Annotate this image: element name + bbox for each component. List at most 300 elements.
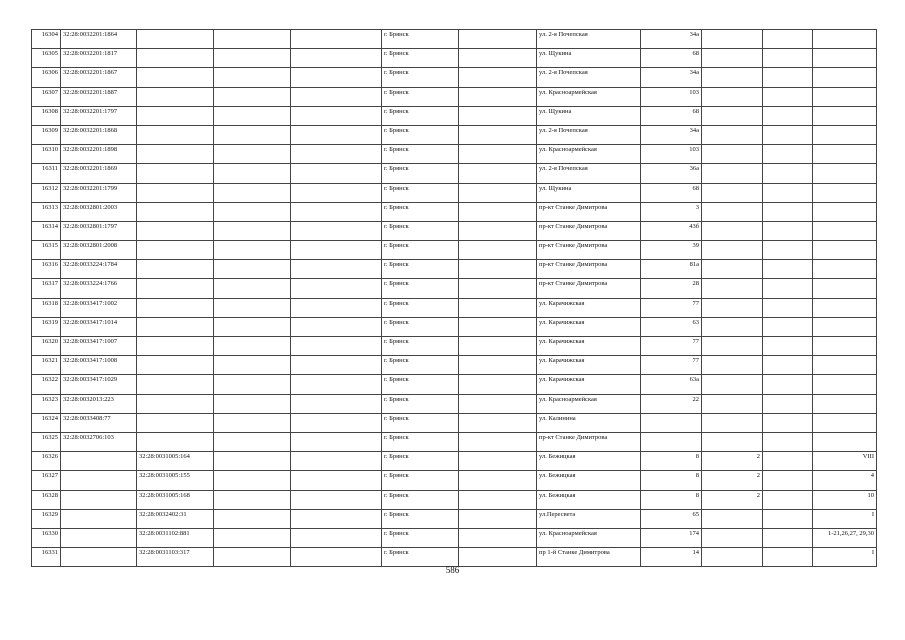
table-row: [32, 125, 877, 144]
cell-city: г. Брянск: [382, 509, 459, 528]
cell-building: [702, 202, 763, 221]
cell-col-7: [459, 356, 537, 375]
table-row: [32, 394, 877, 413]
cell-cadastral-number: 32:28:0033417:1007: [61, 337, 137, 356]
cell-city: г. Брянск: [382, 528, 459, 547]
cell-building: 2: [702, 471, 763, 490]
table-row: [32, 509, 877, 528]
cell-row-number: 16311: [32, 164, 61, 183]
cell-building: [702, 279, 763, 298]
cell-city: г. Брянск: [382, 548, 459, 567]
cell-col-11: [763, 490, 813, 509]
cell-row-number: 16307: [32, 87, 61, 106]
cell-house-number: 68: [641, 49, 702, 68]
cell-building: [702, 337, 763, 356]
cell-cadastral-number: [61, 548, 137, 567]
cell-col-7: [459, 509, 537, 528]
cell-row-number: 16322: [32, 375, 61, 394]
cell-city: г. Брянск: [382, 87, 459, 106]
cell-building: [702, 164, 763, 183]
table-row: [32, 68, 877, 87]
cell-city: г. Брянск: [382, 202, 459, 221]
table-row: [32, 87, 877, 106]
cell-col-5: [291, 490, 382, 509]
cell-col-4: [214, 30, 291, 49]
cell-col-5: [291, 125, 382, 144]
cell-col-4: [214, 49, 291, 68]
cell-city: г. Брянск: [382, 164, 459, 183]
table-row: [32, 260, 877, 279]
cell-apartment: [813, 49, 877, 68]
cell-col-4: [214, 221, 291, 240]
cell-col-11: [763, 356, 813, 375]
cell-row-number: 16318: [32, 298, 61, 317]
cell-cadastral-number-2: [137, 87, 214, 106]
cell-col-7: [459, 87, 537, 106]
cell-col-5: [291, 528, 382, 547]
cell-col-11: [763, 49, 813, 68]
cell-cadastral-number-2: [137, 337, 214, 356]
table-row: [32, 49, 877, 68]
cell-city: г. Брянск: [382, 125, 459, 144]
cell-street: ул. Красноармейская: [537, 394, 641, 413]
cell-row-number: 16326: [32, 452, 61, 471]
cell-col-4: [214, 164, 291, 183]
cell-building: [702, 183, 763, 202]
cell-row-number: 16316: [32, 260, 61, 279]
cell-building: [702, 241, 763, 260]
cell-col-5: [291, 183, 382, 202]
cell-cadastral-number-2: [137, 183, 214, 202]
cell-apartment: [813, 87, 877, 106]
cell-col-7: [459, 317, 537, 336]
cell-apartment: [813, 298, 877, 317]
cell-col-4: [214, 183, 291, 202]
table-row: [32, 145, 877, 164]
cell-col-7: [459, 490, 537, 509]
table-row: [32, 30, 877, 49]
cell-col-4: [214, 298, 291, 317]
cell-building: 2: [702, 490, 763, 509]
cell-cadastral-number: 32:28:0032201:1868: [61, 125, 137, 144]
cell-house-number: 34а: [641, 68, 702, 87]
cell-city: г. Брянск: [382, 356, 459, 375]
cell-building: [702, 413, 763, 432]
cell-cadastral-number-2: [137, 279, 214, 298]
cell-street: ул. Красноармейская: [537, 87, 641, 106]
cell-col-7: [459, 298, 537, 317]
cell-street: ул. Щукина: [537, 183, 641, 202]
cell-street: ул. Калинина: [537, 413, 641, 432]
cell-cadastral-number: 32:28:0032013:223: [61, 394, 137, 413]
cell-city: г. Брянск: [382, 317, 459, 336]
cell-col-4: [214, 145, 291, 164]
cell-col-7: [459, 394, 537, 413]
cell-house-number: 103: [641, 87, 702, 106]
cell-street: ул. Карачижская: [537, 317, 641, 336]
cell-cadastral-number: 32:28:0033408:77: [61, 413, 137, 432]
cell-cadastral-number-2: [137, 260, 214, 279]
cell-row-number: 16320: [32, 337, 61, 356]
cell-col-4: [214, 394, 291, 413]
cell-street: пр-кт Станке Димитрова: [537, 241, 641, 260]
cell-building: [702, 356, 763, 375]
cell-house-number: 43б: [641, 221, 702, 240]
cell-col-4: [214, 317, 291, 336]
cell-col-11: [763, 298, 813, 317]
cell-col-7: [459, 452, 537, 471]
cell-col-11: [763, 164, 813, 183]
cell-apartment: [813, 106, 877, 125]
cell-col-4: [214, 509, 291, 528]
cell-city: г. Брянск: [382, 471, 459, 490]
table-row: [32, 528, 877, 547]
table-row: [32, 183, 877, 202]
cell-cadastral-number-2: [137, 432, 214, 451]
cell-city: г. Брянск: [382, 452, 459, 471]
cell-col-7: [459, 164, 537, 183]
cell-col-5: [291, 145, 382, 164]
cell-col-7: [459, 68, 537, 87]
cell-col-7: [459, 125, 537, 144]
cell-cadastral-number: 32:28:0032201:1869: [61, 164, 137, 183]
cell-city: г. Брянск: [382, 30, 459, 49]
cell-house-number: 39: [641, 241, 702, 260]
cell-building: [702, 394, 763, 413]
cell-col-11: [763, 452, 813, 471]
cell-city: г. Брянск: [382, 49, 459, 68]
cell-col-5: [291, 241, 382, 260]
cell-apartment: [813, 337, 877, 356]
cell-building: [702, 509, 763, 528]
cell-cadastral-number-2: [137, 202, 214, 221]
cell-street: ул. 2-я Почепская: [537, 30, 641, 49]
cell-col-4: [214, 413, 291, 432]
cell-col-4: [214, 87, 291, 106]
cell-building: [702, 125, 763, 144]
cell-apartment: [813, 68, 877, 87]
cell-street: пр-кт Станке Димитрова: [537, 260, 641, 279]
cell-cadastral-number: [61, 471, 137, 490]
table-row: [32, 241, 877, 260]
table-row: [32, 279, 877, 298]
cell-col-5: [291, 87, 382, 106]
cell-apartment: [813, 221, 877, 240]
cell-apartment: [813, 241, 877, 260]
cell-col-7: [459, 337, 537, 356]
cell-col-11: [763, 87, 813, 106]
cell-col-7: [459, 375, 537, 394]
cell-street: ул. Бежицкая: [537, 490, 641, 509]
cell-row-number: 16327: [32, 471, 61, 490]
cell-col-7: [459, 260, 537, 279]
cell-apartment: [813, 202, 877, 221]
cell-apartment: 4: [813, 471, 877, 490]
cell-col-4: [214, 356, 291, 375]
cell-cadastral-number-2: [137, 49, 214, 68]
cell-col-11: [763, 241, 813, 260]
cell-house-number: 77: [641, 298, 702, 317]
cell-cadastral-number: 32:28:0032801:1797: [61, 221, 137, 240]
cell-city: г. Брянск: [382, 106, 459, 125]
cell-col-11: [763, 337, 813, 356]
cell-col-7: [459, 528, 537, 547]
cell-col-11: [763, 279, 813, 298]
cell-street: ул. Карачижская: [537, 337, 641, 356]
cell-cadastral-number-2: 32:28:0031102:881: [137, 528, 214, 547]
cell-street: ул. Щукина: [537, 106, 641, 125]
cell-street: ул. 2-я Почепская: [537, 68, 641, 87]
cell-cadastral-number-2: [137, 241, 214, 260]
cell-building: [702, 375, 763, 394]
cell-row-number: 16323: [32, 394, 61, 413]
cell-city: г. Брянск: [382, 394, 459, 413]
cell-street: пр-кт Станке Димитрова: [537, 221, 641, 240]
cell-building: [702, 106, 763, 125]
cell-city: г. Брянск: [382, 260, 459, 279]
cell-cadastral-number: 32:28:0032201:1799: [61, 183, 137, 202]
cell-col-5: [291, 106, 382, 125]
cell-street: ул. Щукина: [537, 49, 641, 68]
cell-apartment: [813, 125, 877, 144]
cell-apartment: [813, 432, 877, 451]
cell-cadastral-number-2: [137, 145, 214, 164]
cell-col-5: [291, 337, 382, 356]
cell-house-number: 8: [641, 490, 702, 509]
cell-row-number: 16317: [32, 279, 61, 298]
cell-apartment: [813, 260, 877, 279]
cell-cadastral-number-2: 32:28:0031005:164: [137, 452, 214, 471]
cell-apartment: [813, 145, 877, 164]
cell-col-5: [291, 413, 382, 432]
cell-col-5: [291, 317, 382, 336]
cell-cadastral-number-2: 32:28:0031005:168: [137, 490, 214, 509]
cell-building: [702, 68, 763, 87]
cell-house-number: 103: [641, 145, 702, 164]
cell-cadastral-number: [61, 452, 137, 471]
cell-col-4: [214, 279, 291, 298]
cell-col-5: [291, 394, 382, 413]
cell-house-number: 34а: [641, 125, 702, 144]
cell-cadastral-number-2: [137, 125, 214, 144]
cell-col-5: [291, 202, 382, 221]
cell-street: ул. Красноармейская: [537, 528, 641, 547]
cell-house-number: 174: [641, 528, 702, 547]
cell-house-number: 3: [641, 202, 702, 221]
cell-col-5: [291, 30, 382, 49]
cell-row-number: 16329: [32, 509, 61, 528]
cell-col-4: [214, 452, 291, 471]
cell-house-number: 36а: [641, 164, 702, 183]
cell-city: г. Брянск: [382, 337, 459, 356]
table-row: [32, 413, 877, 432]
cell-city: г. Брянск: [382, 432, 459, 451]
cell-apartment: I: [813, 509, 877, 528]
cell-col-4: [214, 106, 291, 125]
cell-col-5: [291, 548, 382, 567]
cell-col-5: [291, 221, 382, 240]
table-row: [32, 471, 877, 490]
cell-col-4: [214, 432, 291, 451]
table-row: [32, 298, 877, 317]
cell-house-number: 68: [641, 183, 702, 202]
cell-building: [702, 317, 763, 336]
cell-cadastral-number: 32:28:0033417:1008: [61, 356, 137, 375]
cell-col-7: [459, 432, 537, 451]
cell-apartment: [813, 356, 877, 375]
cell-street: пр 1-й Станке Димитрова: [537, 548, 641, 567]
cell-house-number: 81а: [641, 260, 702, 279]
cell-row-number: 16312: [32, 183, 61, 202]
cell-col-7: [459, 548, 537, 567]
cell-cadastral-number-2: [137, 298, 214, 317]
cell-col-4: [214, 260, 291, 279]
cell-city: г. Брянск: [382, 413, 459, 432]
table-row: [32, 164, 877, 183]
page-number: 586: [445, 565, 460, 575]
cell-col-5: [291, 260, 382, 279]
cell-col-7: [459, 30, 537, 49]
cell-col-7: [459, 413, 537, 432]
cell-building: [702, 145, 763, 164]
cell-col-7: [459, 183, 537, 202]
cell-row-number: 16319: [32, 317, 61, 336]
cell-row-number: 16314: [32, 221, 61, 240]
cell-col-4: [214, 490, 291, 509]
table-row: [32, 432, 877, 451]
cell-col-11: [763, 413, 813, 432]
table-row: [32, 221, 877, 240]
cell-col-4: [214, 528, 291, 547]
cell-cadastral-number-2: [137, 68, 214, 87]
cell-cadastral-number: 32:28:0032706:103: [61, 432, 137, 451]
cell-row-number: 16315: [32, 241, 61, 260]
cell-col-7: [459, 221, 537, 240]
cell-col-11: [763, 260, 813, 279]
cell-building: [702, 548, 763, 567]
cell-col-5: [291, 509, 382, 528]
cell-col-5: [291, 471, 382, 490]
cell-street: ул. Карачижская: [537, 356, 641, 375]
cell-cadastral-number: 32:28:0032201:1887: [61, 87, 137, 106]
table-row: [32, 202, 877, 221]
cell-row-number: 16330: [32, 528, 61, 547]
cell-building: [702, 432, 763, 451]
table-row: [32, 490, 877, 509]
cell-city: г. Брянск: [382, 68, 459, 87]
cell-house-number: 77: [641, 337, 702, 356]
cell-cadastral-number: [61, 528, 137, 547]
cell-col-5: [291, 279, 382, 298]
cell-city: г. Брянск: [382, 145, 459, 164]
table-row: [32, 375, 877, 394]
cell-cadastral-number-2: [137, 394, 214, 413]
cell-apartment: [813, 183, 877, 202]
cell-cadastral-number-2: [137, 356, 214, 375]
cell-city: г. Брянск: [382, 375, 459, 394]
cell-col-11: [763, 548, 813, 567]
registry-table: [31, 29, 877, 567]
cell-cadastral-number-2: 32:28:0031005:155: [137, 471, 214, 490]
cell-cadastral-number: 32:28:0033417:1002: [61, 298, 137, 317]
cell-cadastral-number: 32:28:0033224:1784: [61, 260, 137, 279]
cell-cadastral-number: 32:28:0032201:1797: [61, 106, 137, 125]
cell-col-11: [763, 68, 813, 87]
cell-cadastral-number: [61, 490, 137, 509]
cell-apartment: VIII: [813, 452, 877, 471]
cell-building: [702, 528, 763, 547]
cell-city: г. Брянск: [382, 490, 459, 509]
cell-house-number: 65: [641, 509, 702, 528]
cell-house-number: 8: [641, 452, 702, 471]
cell-cadastral-number: 32:28:0032201:1864: [61, 30, 137, 49]
cell-house-number: 14: [641, 548, 702, 567]
cell-col-4: [214, 68, 291, 87]
cell-cadastral-number: 32:28:0033417:1029: [61, 375, 137, 394]
cell-house-number: 22: [641, 394, 702, 413]
cell-row-number: 16313: [32, 202, 61, 221]
cell-house-number: 68: [641, 106, 702, 125]
cell-cadastral-number: 32:28:0032201:1898: [61, 145, 137, 164]
cell-col-11: [763, 183, 813, 202]
cell-building: [702, 87, 763, 106]
cell-col-5: [291, 68, 382, 87]
cell-col-7: [459, 241, 537, 260]
cell-col-11: [763, 509, 813, 528]
cell-street: ул. 2-я Почепская: [537, 125, 641, 144]
cell-col-5: [291, 298, 382, 317]
cell-city: г. Брянск: [382, 279, 459, 298]
cell-col-11: [763, 221, 813, 240]
cell-row-number: 16324: [32, 413, 61, 432]
cell-building: [702, 221, 763, 240]
table-row: [32, 106, 877, 125]
cell-col-11: [763, 471, 813, 490]
cell-cadastral-number-2: [137, 221, 214, 240]
cell-cadastral-number: 32:28:0033224:1766: [61, 279, 137, 298]
cell-house-number: 34а: [641, 30, 702, 49]
cell-col-7: [459, 106, 537, 125]
cell-row-number: 16304: [32, 30, 61, 49]
cell-city: г. Брянск: [382, 298, 459, 317]
table-row: [32, 317, 877, 336]
cell-street: пр-кт Станке Димитрова: [537, 432, 641, 451]
cell-col-11: [763, 202, 813, 221]
cell-cadastral-number-2: [137, 30, 214, 49]
cell-col-11: [763, 145, 813, 164]
cell-building: [702, 30, 763, 49]
cell-row-number: 16306: [32, 68, 61, 87]
cell-cadastral-number-2: [137, 317, 214, 336]
cell-col-4: [214, 241, 291, 260]
cell-col-4: [214, 548, 291, 567]
cell-house-number: 63: [641, 317, 702, 336]
cell-col-11: [763, 317, 813, 336]
cell-city: г. Брянск: [382, 241, 459, 260]
cell-cadastral-number: 32:28:0032201:1817: [61, 49, 137, 68]
cell-col-7: [459, 202, 537, 221]
cell-street: ул. 2-я Почепская: [537, 164, 641, 183]
cell-col-4: [214, 125, 291, 144]
cell-col-11: [763, 394, 813, 413]
cell-cadastral-number-2: [137, 375, 214, 394]
cell-cadastral-number-2: 32:28:0031103:317: [137, 548, 214, 567]
cell-col-11: [763, 30, 813, 49]
cell-row-number: 16310: [32, 145, 61, 164]
cell-col-11: [763, 125, 813, 144]
cell-row-number: 16331: [32, 548, 61, 567]
cell-row-number: 16321: [32, 356, 61, 375]
